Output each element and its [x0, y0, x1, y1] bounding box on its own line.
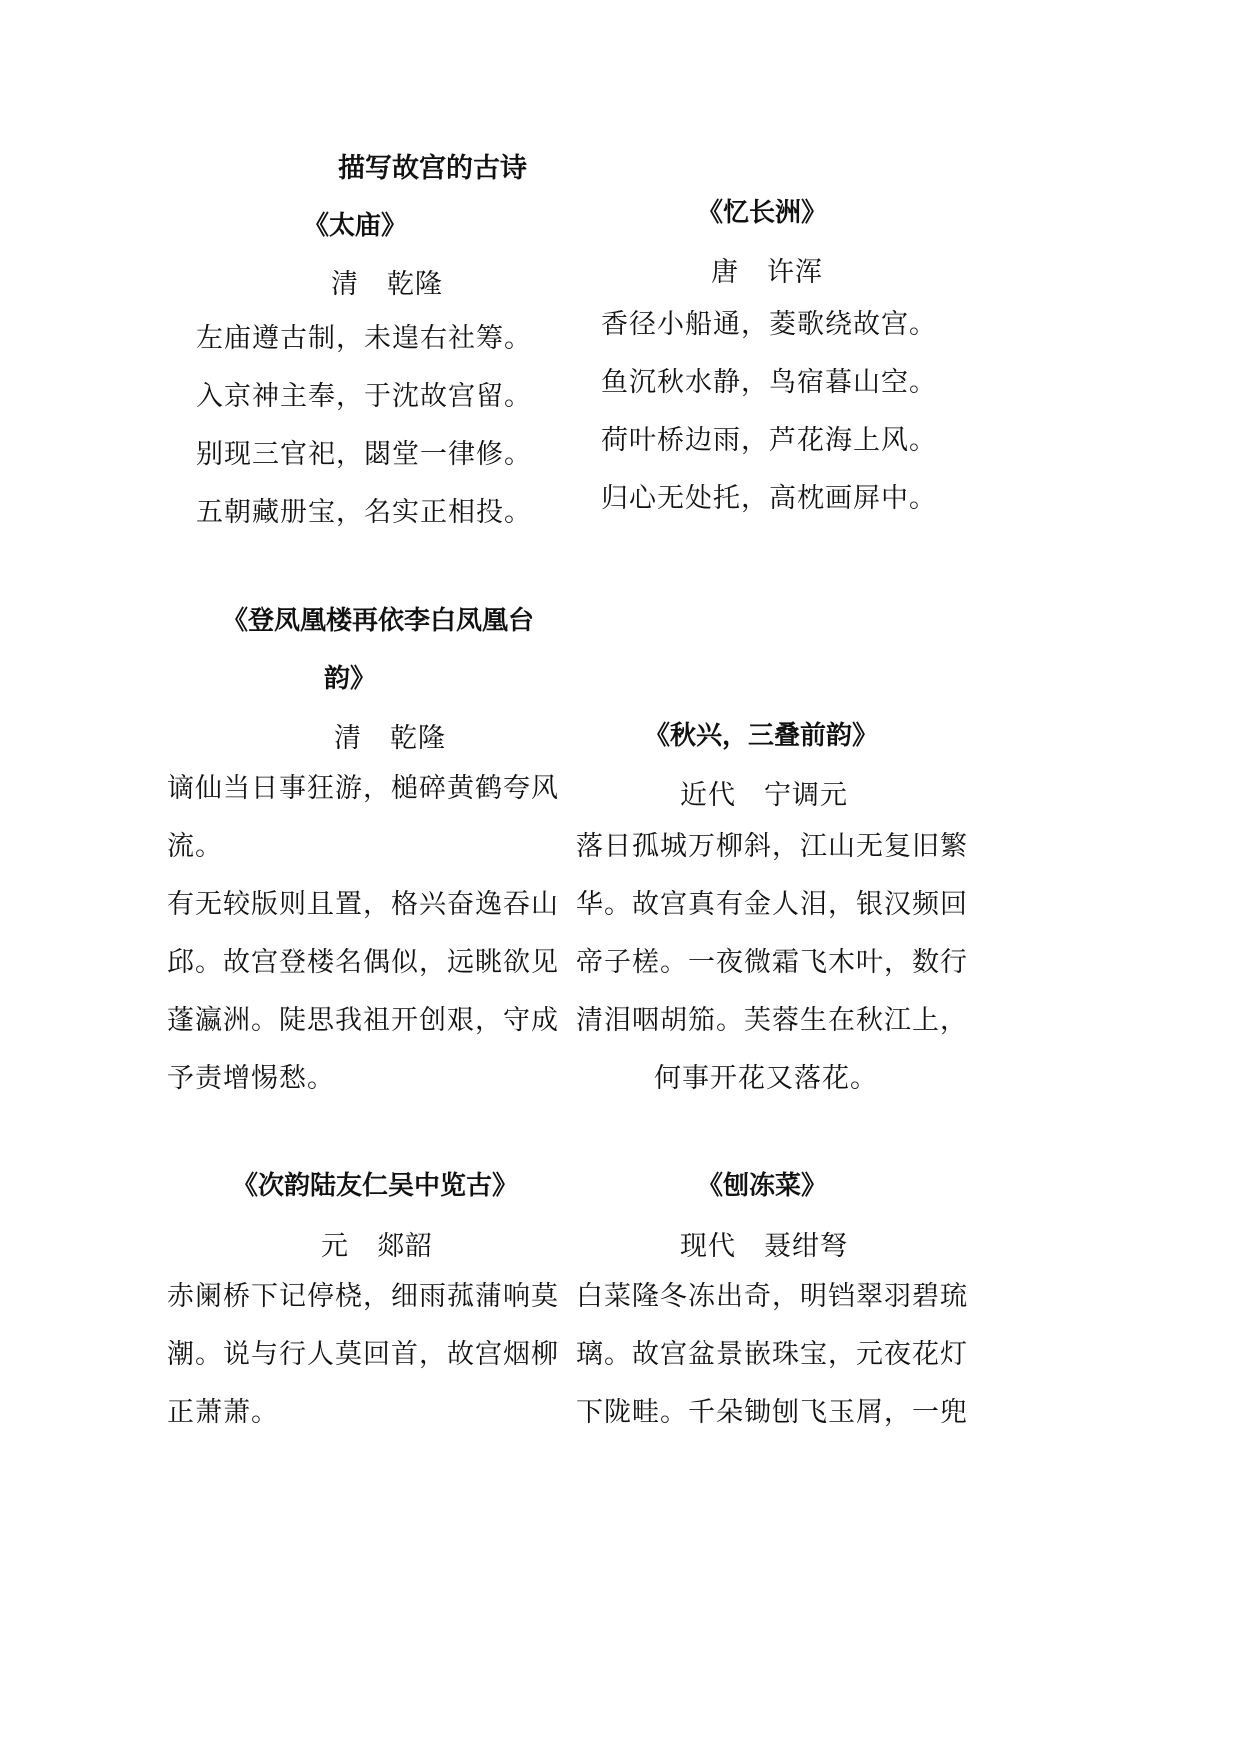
poem-author-paodongcai: 现代 聂绀弩: [680, 1231, 848, 1262]
poem-title-ciyun: 《次韵陆友仁吴中览古》: [232, 1171, 519, 1201]
poem-line: 予责增惕愁。: [167, 1063, 335, 1094]
poem-line: 赤阑桥下记停桡，细雨菰蒲响莫: [167, 1281, 559, 1312]
poem-line: 华。故宫真有金人泪，银汉频回: [576, 889, 968, 920]
poem-title-fenghuanglou-cont: 韵》: [324, 664, 377, 694]
poem-line: 谪仙当日事狂游，槌碎黄鹤夸风: [167, 773, 559, 804]
poem-line: 下陇畦。千朵锄刨飞玉屑，一兜: [576, 1397, 968, 1428]
poem-line: 何事开花又落花。: [654, 1063, 878, 1094]
poem-line: 有无较版则且置，格兴奋逸吞山: [167, 889, 559, 920]
poem-line: 邱。故宫登楼名偶似，远眺欲见: [167, 947, 559, 978]
page-title: 描写故宫的古诗: [338, 153, 527, 184]
poem-body-qiuxing: [576, 818, 991, 1108]
poem-line: 潮。说与行人莫回首，故宫烟柳: [167, 1339, 559, 1370]
poem-body-paodongcai: [576, 1268, 991, 1442]
poem-body-taimiao: [196, 310, 532, 542]
poem-body-yichangzhou: [601, 296, 937, 528]
poem-author-yichangzhou: 唐 许浑: [711, 257, 823, 288]
poem-line: 左庙遵古制，未遑右社筹。: [196, 323, 532, 354]
poem-title-yichangzhou: 《忆长洲》: [697, 198, 828, 228]
poem-line: 落日孤城万柳斜，江山无复旧繁: [576, 831, 968, 862]
poem-body-fenghuanglou: [167, 760, 582, 1108]
poem-title-fenghuanglou: 《登凤凰楼再依李白凤凰台: [222, 606, 535, 636]
poem-line: 流。: [167, 831, 223, 862]
poem-author-ciyun: 元 郯韶: [321, 1231, 433, 1262]
poem-line: 蓬瀛洲。陡思我祖开创艰，守成: [167, 1005, 559, 1036]
poem-line: 正萧萧。: [167, 1397, 279, 1428]
poem-title-taimiao: 《太庙》: [303, 211, 408, 241]
poem-line: 清泪咽胡笳。芙蓉生在秋江上，: [576, 1005, 968, 1036]
poem-line: 璃。故宫盆景嵌珠宝，元夜花灯: [576, 1339, 968, 1370]
poem-line: 荷叶桥边雨，芦花海上风。: [601, 425, 937, 456]
poem-author-fenghuanglou: 清 乾隆: [334, 723, 446, 754]
poem-line: 入京神主奉，于沈故宫留。: [196, 381, 532, 412]
poem-title-paodongcai: 《刨冻菜》: [697, 1171, 828, 1201]
poem-line: 香径小船通，菱歌绕故宫。: [601, 309, 937, 340]
poem-line: 鱼沉秋水静，鸟宿暮山空。: [601, 367, 937, 398]
poem-line: 别现三官祀，閟堂一律修。: [196, 439, 532, 470]
poem-title-qiuxing: 《秋兴，三叠前韵》: [644, 721, 879, 751]
poem-body-ciyun: [167, 1268, 582, 1442]
poem-author-taimiao: 清 乾隆: [331, 269, 443, 300]
poem-line: 白菜隆冬冻出奇，明铛翠羽碧琉: [576, 1281, 968, 1312]
poem-line: 五朝藏册宝，名实正相投。: [196, 497, 532, 528]
poem-author-qiuxing: 近代 宁调元: [680, 780, 848, 811]
poem-line: 帝子槎。一夜微霜飞木叶，数行: [576, 947, 968, 978]
poem-line: 归心无处托，高枕画屏中。: [601, 483, 937, 514]
